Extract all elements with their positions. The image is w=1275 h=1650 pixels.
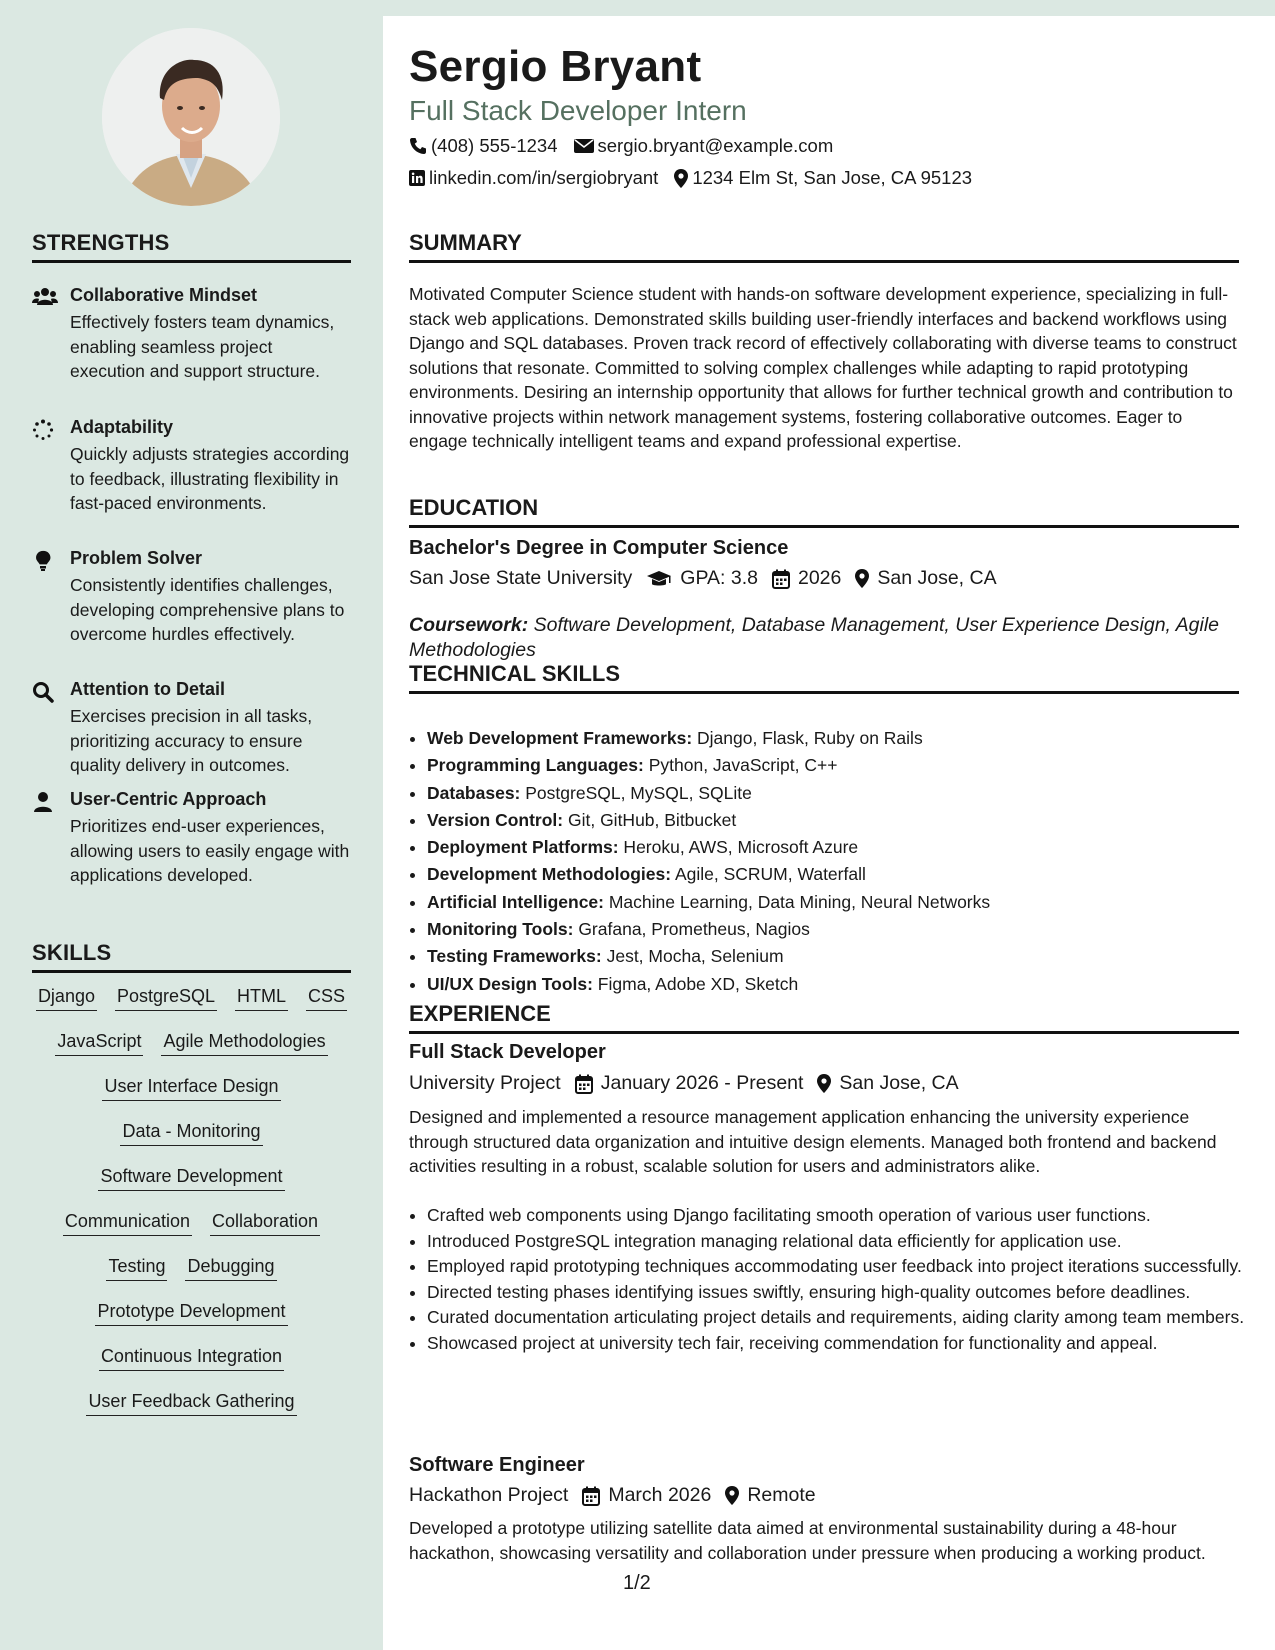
strength-desc: Consistently identifies challenges, developing comprehensive plans to overcome hurdles effectively. xyxy=(70,575,345,644)
skill-tag: Collaboration xyxy=(210,1207,320,1236)
strength-item xyxy=(32,679,352,775)
skill-row xyxy=(32,1252,351,1297)
gpa-text: GPA: 3.8 xyxy=(680,567,758,589)
skill-tag: Agile Methodologies xyxy=(161,1027,327,1056)
skill-tag: JavaScript xyxy=(55,1027,143,1056)
job-title: Full Stack Developer xyxy=(409,1041,606,1063)
strength-title: User-Centric Approach xyxy=(70,789,267,809)
list-item: • Directed testing phases identifying issues swiftly, ensuring high-quality outcomes before deadlines. xyxy=(427,1280,1257,1305)
skill-row xyxy=(32,1297,351,1342)
skill-row xyxy=(32,1162,351,1207)
strength-item xyxy=(32,789,352,885)
map-pin-icon xyxy=(725,1486,739,1505)
strength-title: Collaborative Mindset xyxy=(70,285,258,305)
skill-tag: Django xyxy=(36,982,97,1011)
skill-tag: Prototype Development xyxy=(95,1297,287,1326)
envelope-icon xyxy=(574,138,594,154)
skill-tag: Debugging xyxy=(185,1252,276,1281)
skill-value: Heroku, AWS, Microsoft Azure xyxy=(618,837,859,858)
skill-row xyxy=(32,1027,351,1072)
job-location: Remote xyxy=(747,1484,816,1506)
coursework-text: Software Development, Database Management, User Experience Design, Agile Methodologies xyxy=(409,614,1220,661)
contact-line-2 xyxy=(409,167,988,189)
list-item xyxy=(427,725,1257,752)
education-meta xyxy=(409,567,1011,590)
job-org: Hackathon Project xyxy=(409,1484,569,1506)
job-location-item xyxy=(725,1484,815,1507)
calendar-icon xyxy=(582,1486,600,1506)
list-item: • Crafted web components using Django facilitating smooth operation of various user functions. xyxy=(427,1203,1257,1228)
strengths-heading: STRENGTHS xyxy=(32,230,351,263)
job-location: San Jose, CA xyxy=(839,1072,959,1094)
strength-title: Problem Solver xyxy=(70,548,203,568)
linkedin-contact[interactable] xyxy=(409,167,658,189)
strength-title: Adaptability xyxy=(70,417,174,437)
strength-desc: Prioritizes end-user experiences, allowing users to easily engage with applications developed. xyxy=(70,816,350,885)
phone-icon xyxy=(409,137,427,155)
email-text[interactable]: sergio.bryant@example.com xyxy=(597,135,834,156)
job-description: Developed a prototype utilizing satellite data aimed at environmental sustainability during a 48-hour hackathon, showcasing versatility and collaboration under pressure when producing a working product. xyxy=(409,1518,1206,1563)
address-text: 1234 Elm St, San Jose, CA 95123 xyxy=(692,167,973,188)
job-org: University Project xyxy=(409,1072,561,1094)
job-dates-item xyxy=(575,1072,804,1095)
map-pin-icon xyxy=(817,1074,831,1093)
skill-row xyxy=(32,1117,351,1162)
skill-tag: User Feedback Gathering xyxy=(86,1387,296,1416)
skill-row xyxy=(32,1342,351,1387)
skill-tag: HTML xyxy=(235,982,288,1011)
skill-label: Databases: xyxy=(427,782,521,803)
skill-value: Git, GitHub, Bitbucket xyxy=(563,809,737,830)
calendar-icon xyxy=(575,1074,593,1094)
lightbulb-icon xyxy=(32,550,56,570)
job-meta xyxy=(409,1484,830,1507)
strength-item xyxy=(32,417,352,527)
skill-label: Artificial Intelligence: xyxy=(427,891,604,912)
list-item: • Curated documentation articulating project details and requirements, aiding clarity among team members. xyxy=(427,1305,1257,1330)
strength-item xyxy=(32,285,352,395)
edu-location-item xyxy=(855,567,996,590)
list-item xyxy=(427,916,1257,943)
school-name: San Jose State University xyxy=(409,567,633,589)
coursework xyxy=(409,613,1239,662)
skill-label: Deployment Platforms: xyxy=(427,837,619,858)
list-item xyxy=(427,971,1257,998)
skill-label: Testing Frameworks: xyxy=(427,946,602,967)
job-dates: January 2026 - Present xyxy=(600,1072,804,1094)
map-pin-icon xyxy=(855,569,869,588)
skill-value: Django, Flask, Ruby on Rails xyxy=(692,728,923,748)
page-number: 1/2 xyxy=(623,1572,651,1594)
year-item xyxy=(772,567,841,590)
job-title: Software Engineer xyxy=(409,1454,585,1476)
list-item xyxy=(427,943,1257,970)
skill-value: Machine Learning, Data Mining, Neural Networks xyxy=(603,891,991,912)
gpa-item xyxy=(646,567,758,590)
strength-desc: Exercises precision in all tasks, prioritizing accuracy to ensure quality delivery in outcomes. xyxy=(70,706,313,775)
search-icon xyxy=(32,681,56,701)
strength-desc: Effectively fosters team dynamics, enabling seamless project execution and support structure. xyxy=(70,312,335,381)
year-text: 2026 xyxy=(797,567,842,589)
skill-value: Grafana, Prometheus, Nagios xyxy=(573,919,810,940)
skill-tag: Continuous Integration xyxy=(99,1342,284,1371)
job-dates-item xyxy=(582,1484,711,1507)
skill-value: Jest, Mocha, Selenium xyxy=(601,946,784,967)
skill-value: Figma, Adobe XD, Sketch xyxy=(592,973,799,994)
skill-tag: Data - Monitoring xyxy=(120,1117,262,1146)
job-meta xyxy=(409,1072,973,1095)
email-contact[interactable] xyxy=(574,135,834,157)
list-item: • Showcased project at university tech fair, receiving commendation for functionality and appeal. xyxy=(427,1331,1257,1356)
spinner-icon xyxy=(32,419,56,439)
skill-tag: Communication xyxy=(63,1207,192,1236)
list-item xyxy=(427,752,1257,779)
main-content xyxy=(383,16,1275,1650)
contact-line-1 xyxy=(409,135,849,157)
job-location-item xyxy=(817,1072,958,1095)
list-item xyxy=(427,889,1257,916)
skill-row xyxy=(32,1387,351,1432)
linkedin-text[interactable]: linkedin.com/in/sergiobryant xyxy=(429,167,659,188)
strength-desc: Quickly adjusts strategies according to feedback, illustrating flexibility in fast-paced environments. xyxy=(70,444,350,513)
skill-value: PostgreSQL, MySQL, SQLite xyxy=(520,782,752,803)
profile-photo xyxy=(102,28,280,206)
users-icon xyxy=(32,287,56,307)
job-bullets xyxy=(409,1203,1257,1356)
skill-value: Agile, SCRUM, Waterfall xyxy=(671,864,866,885)
linkedin-icon xyxy=(409,170,425,186)
skill-label: Development Methodologies: xyxy=(427,864,672,885)
technical-skills-heading: TECHNICAL SKILLS xyxy=(409,661,1239,694)
skill-label: Web Development Frameworks: xyxy=(427,728,693,748)
skill-value: Python, JavaScript, C++ xyxy=(643,755,838,776)
map-pin-icon xyxy=(674,169,688,188)
skill-label: Monitoring Tools: xyxy=(427,919,574,940)
graduation-cap-icon xyxy=(646,570,672,588)
list-item xyxy=(427,780,1257,807)
summary-heading: SUMMARY xyxy=(409,230,1239,263)
calendar-icon xyxy=(772,569,790,589)
skill-tag: User Interface Design xyxy=(102,1072,280,1101)
strength-title: Attention to Detail xyxy=(70,679,225,699)
list-item xyxy=(427,861,1257,888)
skill-row xyxy=(32,1072,351,1117)
experience-heading: EXPERIENCE xyxy=(409,1001,1239,1034)
candidate-name: Sergio Bryant xyxy=(409,42,702,91)
list-item xyxy=(427,834,1257,861)
skill-label: Programming Languages: xyxy=(427,755,644,776)
list-item xyxy=(427,807,1257,834)
user-icon xyxy=(32,791,56,811)
coursework-label: Coursework: xyxy=(409,614,529,636)
skills-heading: SKILLS xyxy=(32,940,351,973)
skill-label: Version Control: xyxy=(427,809,564,830)
candidate-role: Full Stack Developer Intern xyxy=(409,95,747,126)
list-item: • Employed rapid prototyping techniques accommodating user feedback into project iterations successfully. xyxy=(427,1254,1257,1279)
strength-item xyxy=(32,548,352,658)
degree-title: Bachelor's Degree in Computer Science xyxy=(409,537,789,559)
skill-row xyxy=(32,1207,351,1252)
address-contact xyxy=(674,167,972,189)
phone-contact xyxy=(409,135,558,157)
edu-location-text: San Jose, CA xyxy=(877,567,997,589)
skill-label: UI/UX Design Tools: xyxy=(427,973,593,994)
skill-tag: Testing xyxy=(106,1252,167,1281)
summary-text: Motivated Computer Science student with hands-on software development experience, specializing in full-stack web applications. Demonstrated skills building user-friendly interfaces and backend workflows using Django and SQL databases. Proven track record of effectively collaborating with diverse teams to construct solutions that resonate. Committed to solving complex challenges while adapting to rapid prototyping environments. Desiring an internship opportunity that allows for further technical growth and contribution to innovative projects within network management systems, fostering collaborative outcomes. Eager to engage technically intelligent teams and expand professional expertise. xyxy=(409,284,1237,451)
skill-tag: PostgreSQL xyxy=(115,982,217,1011)
list-item: • Introduced PostgreSQL integration managing relational data efficiently for application use. xyxy=(427,1229,1257,1254)
education-heading: EDUCATION xyxy=(409,495,1239,528)
job-description: Designed and implemented a resource management application enhancing the university experience through structured data organization and intuitive design elements. Managed both frontend and backend activities resulting in a robust, scalable solution for users and administrators alike. xyxy=(409,1107,1217,1176)
skill-row xyxy=(32,982,351,1027)
technical-skills-list xyxy=(409,725,1257,998)
skills-list xyxy=(32,982,351,1432)
skill-tag: CSS xyxy=(306,982,347,1011)
sidebar xyxy=(0,0,383,1650)
phone-text: (408) 555-1234 xyxy=(431,135,558,156)
job-dates: March 2026 xyxy=(608,1484,712,1506)
skill-tag: Software Development xyxy=(98,1162,284,1191)
